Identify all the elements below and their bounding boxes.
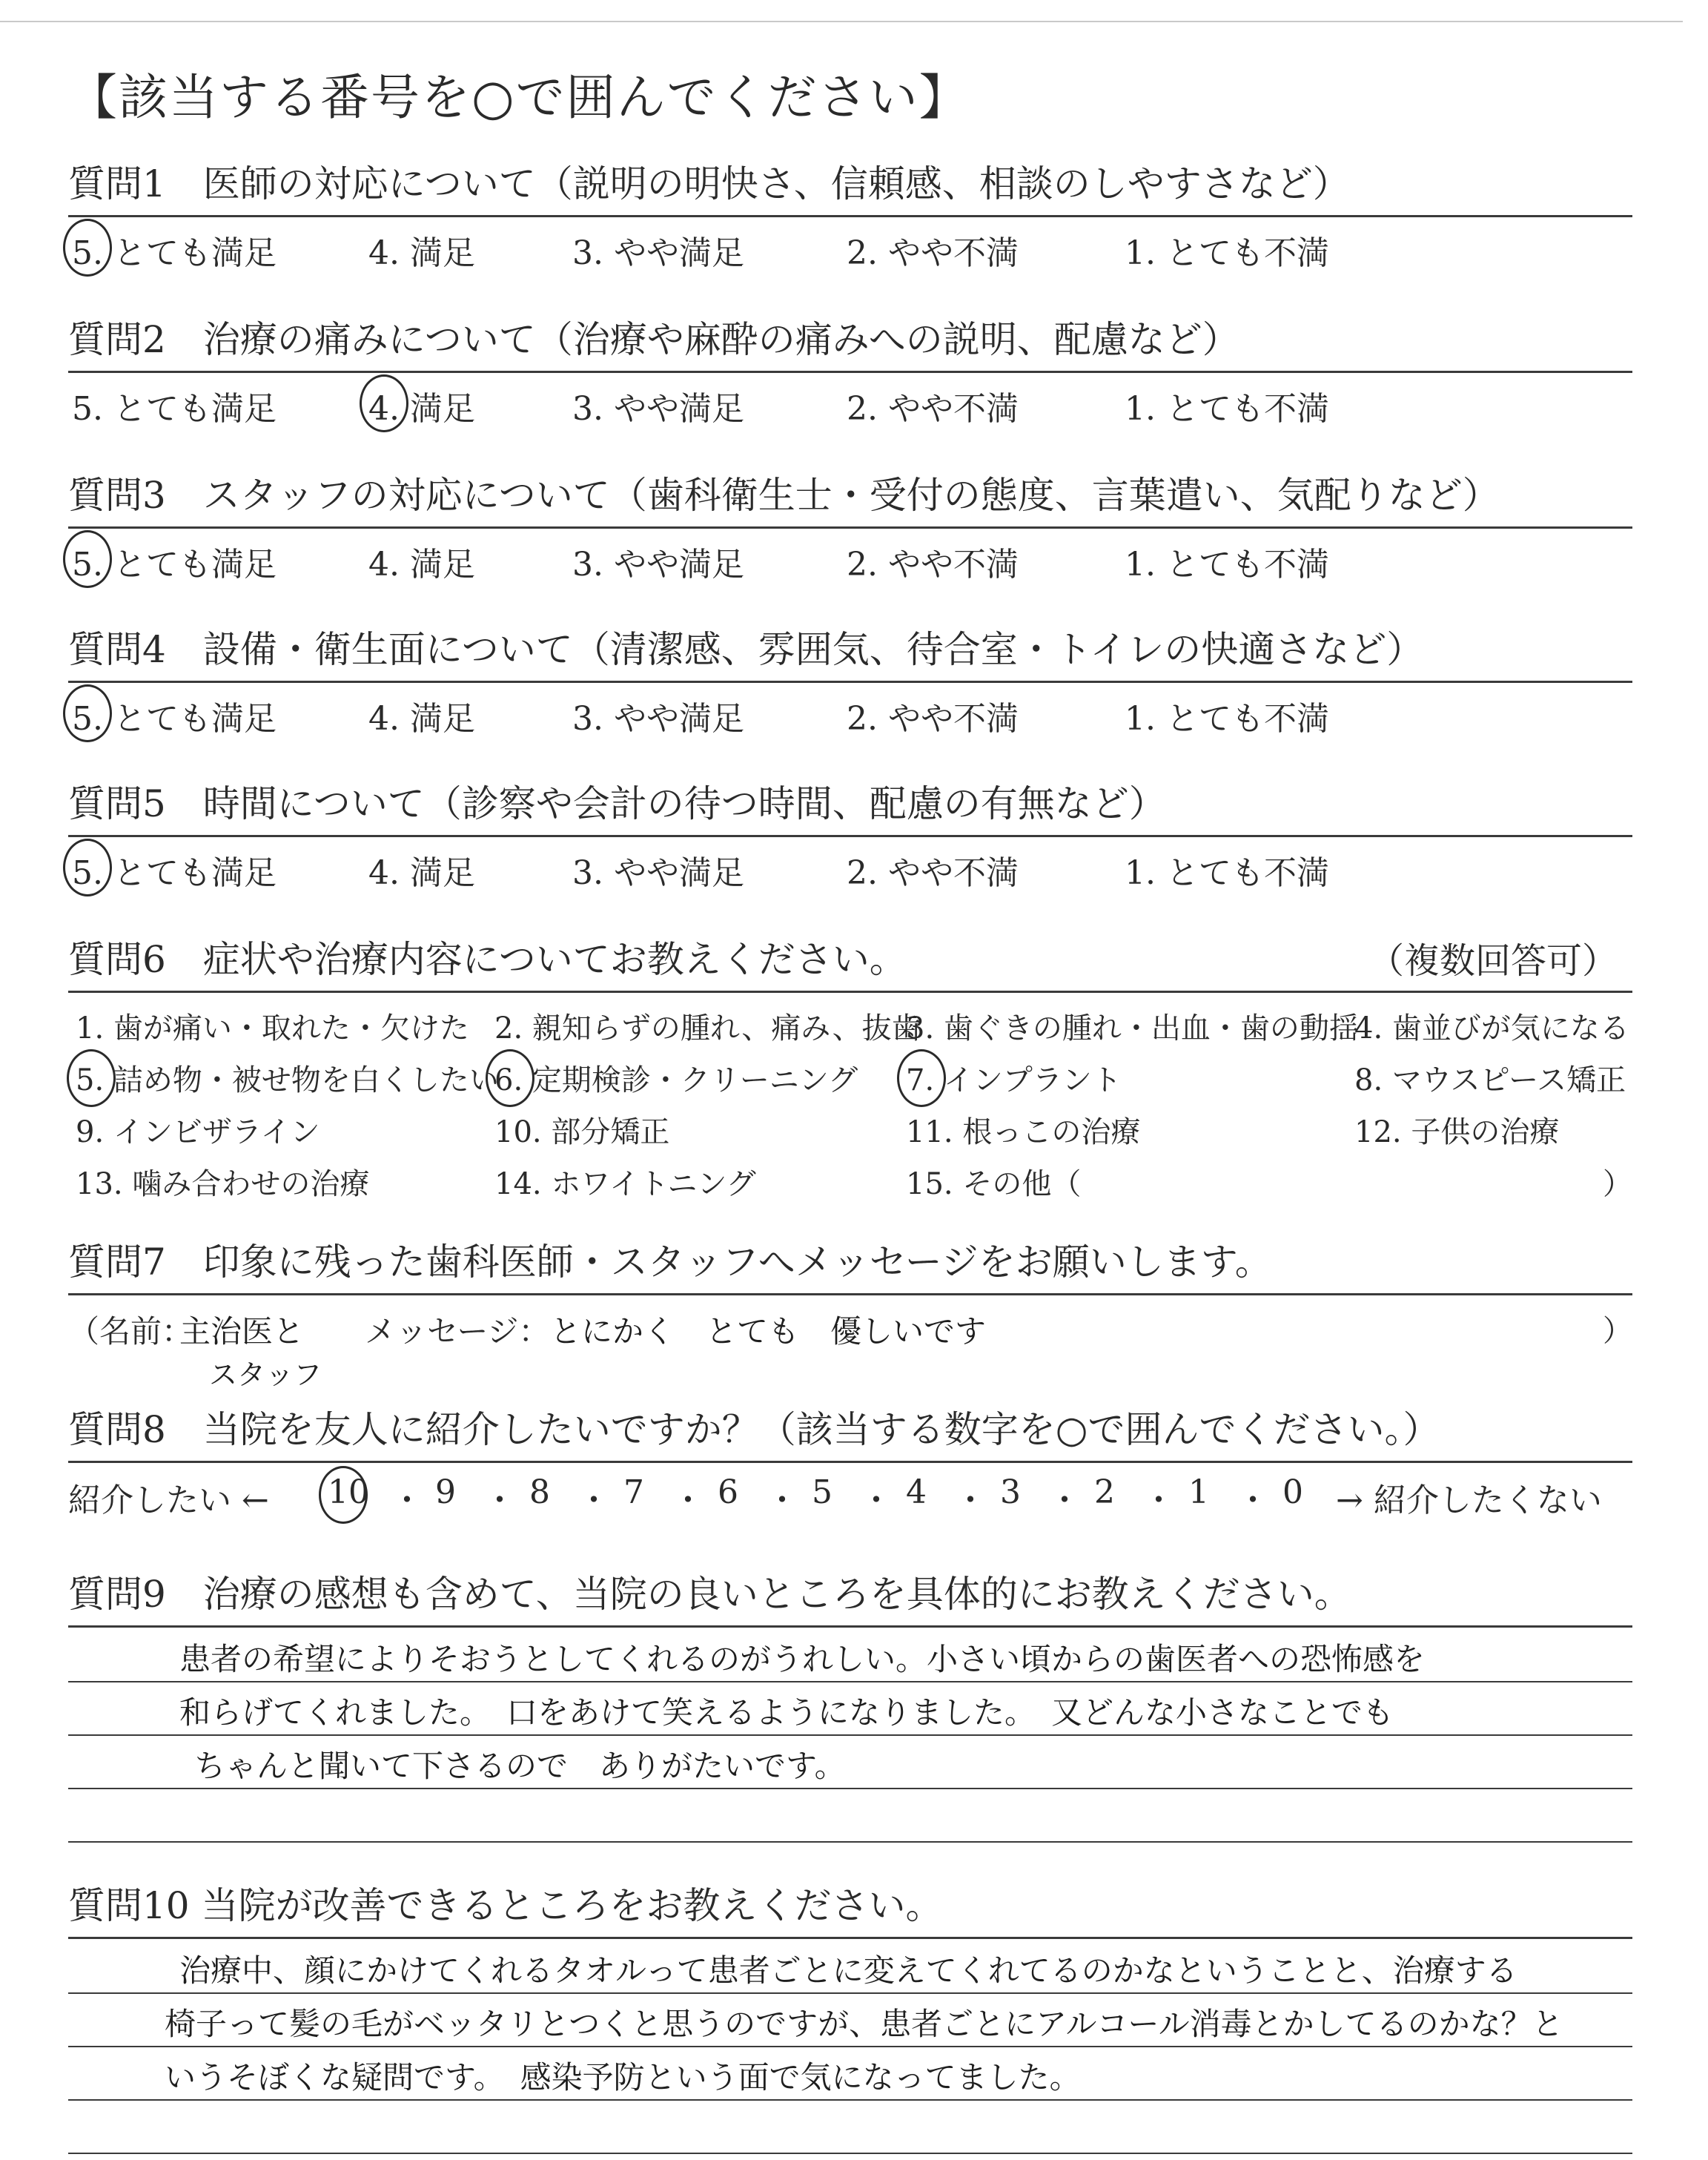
option-3[interactable]: 3. やや満足 — [572, 390, 744, 428]
question-6 — [68, 937, 1632, 1208]
option-2[interactable]: 2. やや不満 — [847, 390, 1019, 428]
scale-dot: ・ — [766, 1482, 798, 1519]
answer-lines[interactable] — [68, 1628, 1632, 1843]
scale-dot: ・ — [391, 1482, 423, 1519]
scale-9[interactable]: 9 — [435, 1473, 456, 1511]
answer-lines[interactable] — [68, 1939, 1632, 2154]
handwritten-line-1: 患者の希望によりそおうとしてくれるのがうれしい。小さい頃からの歯医者への恐怖感を — [179, 1641, 1426, 1677]
question-label: 質問9 治療の感想も含めて、当院の良いところを具体的にお教えください。 — [68, 1573, 1351, 1616]
scale-0[interactable]: 0 — [1282, 1473, 1303, 1511]
ruled-line — [68, 2099, 1632, 2101]
top-border — [0, 21, 1683, 22]
question-header — [68, 627, 1632, 683]
option-2[interactable]: 2. やや不満 — [847, 234, 1019, 272]
treatment-option-8[interactable]: 8. マウスピース矯正 — [1354, 1063, 1626, 1097]
question-header — [68, 1572, 1632, 1628]
ruled-line — [68, 2046, 1632, 2047]
question-header — [68, 473, 1632, 529]
name-label: （名前： — [68, 1313, 193, 1350]
option-4[interactable]: 4. 満足 — [368, 234, 475, 272]
name-handwritten-line1[interactable]: 主治医と — [179, 1313, 305, 1350]
question-label: 質問1 医師の対応について（説明の明快さ、信頼感、相談のしやすさなど） — [68, 162, 1350, 205]
question-5 — [68, 782, 1632, 896]
question-1 — [68, 162, 1632, 277]
rating-options — [68, 373, 1632, 432]
option-1[interactable]: 1. とても不満 — [1125, 390, 1329, 428]
scale-7[interactable]: 7 — [623, 1473, 644, 1511]
rating-options — [68, 683, 1632, 742]
scale-3[interactable]: 3 — [1000, 1473, 1021, 1511]
scale-dot: ・ — [1237, 1482, 1269, 1519]
treatment-options — [68, 993, 1632, 1208]
option-4[interactable]: 4. 満足 — [368, 546, 475, 584]
option-4[interactable]: 4. 満足 — [368, 854, 475, 892]
treatment-option-4[interactable]: 4. 歯並びが気になる — [1354, 1011, 1629, 1046]
question-header — [68, 1240, 1632, 1295]
treatment-option-6-selected[interactable]: 6. 定期検診・クリーニング — [494, 1057, 858, 1099]
question-label: 質問6 症状や治療内容についてお教えください。 — [68, 938, 907, 981]
rating-options — [68, 837, 1632, 896]
option-5[interactable]: 5. とても満足 — [72, 390, 277, 428]
question-header — [68, 782, 1632, 837]
scale-2[interactable]: 2 — [1094, 1473, 1115, 1511]
rating-options — [68, 217, 1632, 277]
ruled-line — [68, 2153, 1632, 2154]
treatment-option-1[interactable]: 1. 歯が痛い・取れた・欠けた — [76, 1011, 469, 1046]
message-row — [68, 1295, 1632, 1392]
scale-dot: ・ — [577, 1482, 610, 1519]
question-header — [68, 937, 1632, 993]
question-header — [68, 317, 1632, 373]
question-4 — [68, 627, 1632, 742]
treatment-option-2[interactable]: 2. 親知らずの腫れ、痛み、抜歯 — [494, 1011, 921, 1046]
question-3 — [68, 473, 1632, 588]
option-2[interactable]: 2. やや不満 — [847, 700, 1019, 738]
message-label: メッセージ： — [365, 1313, 550, 1350]
option-3[interactable]: 3. やや満足 — [572, 854, 744, 892]
scale-dot: ・ — [860, 1482, 893, 1519]
scale-8[interactable]: 8 — [529, 1473, 550, 1511]
recommend-scale — [68, 1463, 1632, 1522]
treatment-option-13[interactable]: 13. 噛み合わせの治療 — [76, 1167, 370, 1201]
handwritten-line-2: 和らげてくれました。 口をあけて笑えるようになりました。 又どんな小さなことでも — [179, 1694, 1394, 1731]
option-1[interactable]: 1. とても不満 — [1125, 854, 1329, 892]
treatment-option-12[interactable]: 12. 子供の治療 — [1354, 1115, 1560, 1149]
rating-options — [68, 529, 1632, 588]
handwritten-line-3: ちゃんと聞いて下さるので ありがたいです。 — [194, 1748, 846, 1784]
ruled-line — [68, 1681, 1632, 1682]
treatment-option-11[interactable]: 11. 根っこの治療 — [906, 1115, 1141, 1149]
scale-1[interactable]: 1 — [1188, 1473, 1209, 1511]
scale-4[interactable]: 4 — [906, 1473, 927, 1511]
question-10 — [68, 1883, 1632, 2154]
treatment-option-9[interactable]: 9. インビザライン — [76, 1115, 320, 1149]
scale-dot: ・ — [954, 1482, 987, 1519]
ruled-line — [68, 1788, 1632, 1789]
treatment-option-15[interactable]: 15. その他（ — [906, 1167, 1082, 1201]
multiple-answers-note: （複数回答可） — [1368, 940, 1618, 982]
ruled-line — [68, 1992, 1632, 1994]
scale-left-label: 紹介したい ← — [68, 1482, 269, 1519]
treatment-option-3[interactable]: 3. 歯ぐきの腫れ・出血・歯の動揺 — [906, 1011, 1359, 1046]
question-7 — [68, 1240, 1632, 1392]
question-label: 質問8 当院を友人に紹介したいですか？（該当する数字を○で囲んでください。） — [68, 1408, 1440, 1451]
question-label: 質問5 時間について（診察や会計の待つ時間、配慮の有無など） — [68, 782, 1166, 825]
handwritten-line-1: 治療中、顔にかけてくれるタオルって患者ごとに変えてくれてるのかなということと、治療する — [179, 1952, 1517, 1989]
ruled-line — [68, 1841, 1632, 1843]
scale-dot: ・ — [672, 1482, 704, 1519]
scale-6[interactable]: 6 — [718, 1473, 738, 1511]
question-header — [68, 1883, 1632, 1939]
ruled-line — [68, 1734, 1632, 1736]
question-label: 質問3 スタッフの対応について（歯科衛生士・受付の態度、言葉遣い、気配りなど） — [68, 474, 1500, 517]
question-label: 質問7 印象に残った歯科医師・スタッフへメッセージをお願いします。 — [68, 1241, 1272, 1284]
option-5-selected[interactable]: 5. とても満足 — [72, 692, 277, 739]
question-label: 質問4 設備・衛生面について（清潔感、雰囲気、待合室・トイレの快適さなど） — [68, 628, 1424, 671]
option-5-selected[interactable]: 5. とても満足 — [72, 226, 277, 274]
treatment-option-10[interactable]: 10. 部分矯正 — [494, 1115, 670, 1149]
question-header — [68, 162, 1632, 217]
question-label: 質問2 治療の痛みについて（治療や麻酔の痛みへの説明、配慮など） — [68, 318, 1239, 361]
option-3[interactable]: 3. やや満足 — [572, 234, 744, 272]
handwritten-line-2: 椅子って髪の毛がベッタリとつくと思うのですが、患者ごとにアルコール消毒とかしてるのかな？と — [165, 2006, 1563, 2042]
question-header — [68, 1407, 1632, 1463]
option-2[interactable]: 2. やや不満 — [847, 546, 1019, 584]
scale-dot: ・ — [1048, 1482, 1081, 1519]
close-paren: ） — [1603, 1314, 1632, 1348]
option-5-selected[interactable]: 5. とても満足 — [72, 538, 277, 585]
question-9 — [68, 1572, 1632, 1843]
scale-10-selected[interactable]: 10 — [328, 1473, 369, 1511]
option-3[interactable]: 3. やや満足 — [572, 546, 744, 584]
option-5-selected[interactable]: 5. とても満足 — [72, 846, 277, 894]
option-3[interactable]: 3. やや満足 — [572, 700, 744, 738]
treatment-option-14[interactable]: 14. ホワイトニング — [494, 1167, 756, 1201]
page-title: 【該当する番号を○で囲んでください】 — [68, 69, 970, 126]
treatment-option-7-selected[interactable]: 7. インプラント — [906, 1057, 1122, 1099]
scale-dot: ・ — [483, 1482, 516, 1519]
question-label: 質問10 当院が改善できるところをお教えください。 — [68, 1884, 943, 1927]
option-1[interactable]: 1. とても不満 — [1125, 234, 1329, 272]
question-2 — [68, 317, 1632, 432]
question-8 — [68, 1407, 1632, 1522]
option-2[interactable]: 2. やや不満 — [847, 854, 1019, 892]
treatment-option-5-selected[interactable]: 5. 詰め物・被せ物を白くしたい — [76, 1057, 499, 1099]
handwritten-line-3: いうそぼくな疑問です。 感染予防という面で気になってました。 — [165, 2059, 1081, 2095]
close-paren: ） — [1603, 1167, 1632, 1201]
scale-5[interactable]: 5 — [812, 1473, 833, 1511]
option-1[interactable]: 1. とても不満 — [1125, 700, 1329, 738]
scale-dot: ・ — [1142, 1482, 1175, 1519]
option-1[interactable]: 1. とても不満 — [1125, 546, 1329, 584]
option-4[interactable]: 4. 満足 — [368, 700, 475, 738]
scale-right-label: → 紹介したくない — [1336, 1482, 1602, 1519]
message-handwritten[interactable]: とにかく とても 優しいです — [550, 1313, 987, 1350]
option-4-selected[interactable]: 4. 満足 — [368, 382, 475, 429]
name-handwritten-line2[interactable]: スタッフ — [209, 1358, 322, 1391]
